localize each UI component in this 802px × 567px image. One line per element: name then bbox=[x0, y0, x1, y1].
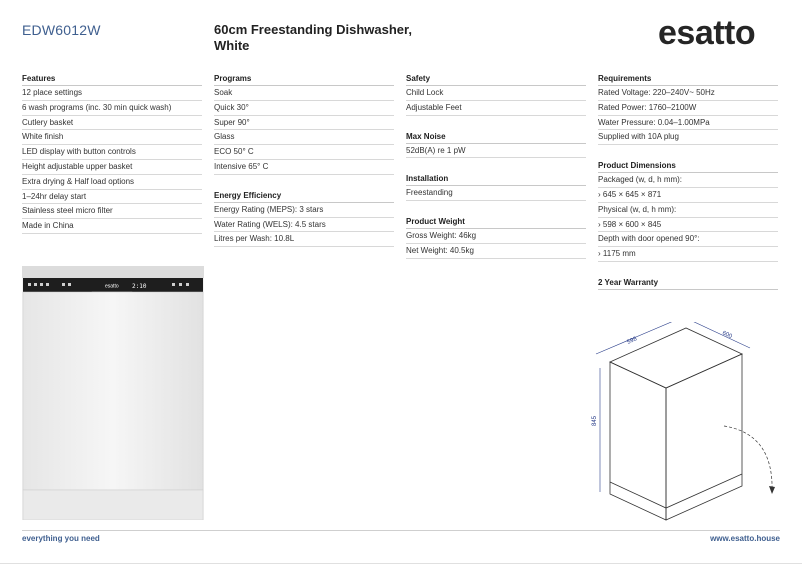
feature-item: 1–24hr delay start bbox=[22, 190, 202, 205]
feature-item: LED display with button controls bbox=[22, 145, 202, 160]
energy-item: Litres per Wash: 10.8L bbox=[214, 232, 394, 247]
feature-item: Cutlery basket bbox=[22, 116, 202, 131]
arrow-icon bbox=[769, 486, 775, 494]
requirement-item: Rated Power: 1760–2100W bbox=[598, 101, 778, 116]
weight-item: Net Weight: 40.5kg bbox=[406, 244, 586, 259]
program-item: Quick 30° bbox=[214, 101, 394, 116]
feature-item: Made in China bbox=[22, 219, 202, 234]
panel-brand: esatto bbox=[105, 283, 119, 290]
width-label: 598 bbox=[626, 336, 638, 346]
kickplate bbox=[23, 490, 203, 520]
dimension-item: Packaged (w, d, h mm): bbox=[598, 173, 778, 188]
product-title bbox=[214, 22, 444, 54]
top-face bbox=[610, 328, 742, 388]
side-face bbox=[666, 354, 742, 520]
product-title-line1: 60cm Freestanding Dishwasher, bbox=[214, 22, 412, 37]
dimension-item: › 598 × 600 × 845 bbox=[598, 218, 778, 233]
programs-column bbox=[214, 72, 394, 247]
product-title-line2: White bbox=[214, 38, 250, 53]
safety-column bbox=[406, 72, 586, 259]
installation-heading: Installation bbox=[406, 172, 586, 186]
feature-item: Stainless steel micro filter bbox=[22, 204, 202, 219]
noise-item: 52dB(A) re 1 pW bbox=[406, 144, 586, 159]
energy-item: Energy Rating (MEPS): 3 stars bbox=[214, 203, 394, 218]
installation-item: Freestanding bbox=[406, 186, 586, 201]
dimension-diagram bbox=[584, 322, 784, 526]
programs-heading: Programs bbox=[214, 72, 394, 86]
model-number: EDW6012W bbox=[22, 22, 101, 38]
features-heading: Features bbox=[22, 72, 202, 86]
program-item: Soak bbox=[214, 86, 394, 101]
noise-heading: Max Noise bbox=[406, 130, 586, 144]
features-column bbox=[22, 72, 202, 234]
page-bottom-divider bbox=[0, 563, 802, 564]
safety-heading: Safety bbox=[406, 72, 586, 86]
depth-label: 600 bbox=[721, 330, 733, 341]
feature-item: White finish bbox=[22, 130, 202, 145]
feature-item: 12 place settings bbox=[22, 86, 202, 101]
door-swing-arc bbox=[724, 426, 772, 492]
dimension-item: › 645 × 645 × 871 bbox=[598, 188, 778, 203]
led-display: 2:10 bbox=[132, 283, 147, 290]
dishwasher-photo bbox=[22, 266, 204, 520]
warranty-heading: 2 Year Warranty bbox=[598, 276, 778, 290]
height-label: 845 bbox=[592, 415, 598, 426]
dishwasher-door bbox=[23, 292, 203, 490]
weight-item: Gross Weight: 46kg bbox=[406, 229, 586, 244]
requirement-item: Water Pressure: 0.04–1.00MPa bbox=[598, 116, 778, 131]
requirements-heading: Requirements bbox=[598, 72, 778, 86]
safety-item: Child Lock bbox=[406, 86, 586, 101]
feature-item: Height adjustable upper basket bbox=[22, 160, 202, 175]
program-item: ECO 50° C bbox=[214, 145, 394, 160]
energy-item: Water Rating (WELS): 4.5 stars bbox=[214, 218, 394, 233]
program-item: Glass bbox=[214, 130, 394, 145]
requirement-item: Supplied with 10A plug bbox=[598, 130, 778, 145]
requirements-column bbox=[598, 72, 778, 290]
feature-item: Extra drying & Half load options bbox=[22, 175, 202, 190]
program-item: Intensive 65° C bbox=[214, 160, 394, 175]
dimension-item: › 1175 mm bbox=[598, 247, 778, 262]
footer-url[interactable]: www.esatto.house bbox=[710, 534, 780, 543]
brand-logo: esatto bbox=[658, 14, 756, 52]
dimension-item: Physical (w, d, h mm): bbox=[598, 203, 778, 218]
requirement-item: Rated Voltage: 220–240V~ 50Hz bbox=[598, 86, 778, 101]
safety-item: Adjustable Feet bbox=[406, 101, 586, 116]
footer-divider bbox=[22, 530, 780, 531]
front-face bbox=[610, 362, 666, 520]
program-item: Super 90° bbox=[214, 116, 394, 131]
energy-heading: Energy Efficiency bbox=[214, 189, 394, 203]
dimension-item: Depth with door opened 90°: bbox=[598, 232, 778, 247]
footer-tagline: everything you need bbox=[22, 534, 100, 543]
weight-heading: Product Weight bbox=[406, 215, 586, 229]
dimensions-heading: Product Dimensions bbox=[598, 159, 778, 173]
feature-item: 6 wash programs (inc. 30 min quick wash) bbox=[22, 101, 202, 116]
